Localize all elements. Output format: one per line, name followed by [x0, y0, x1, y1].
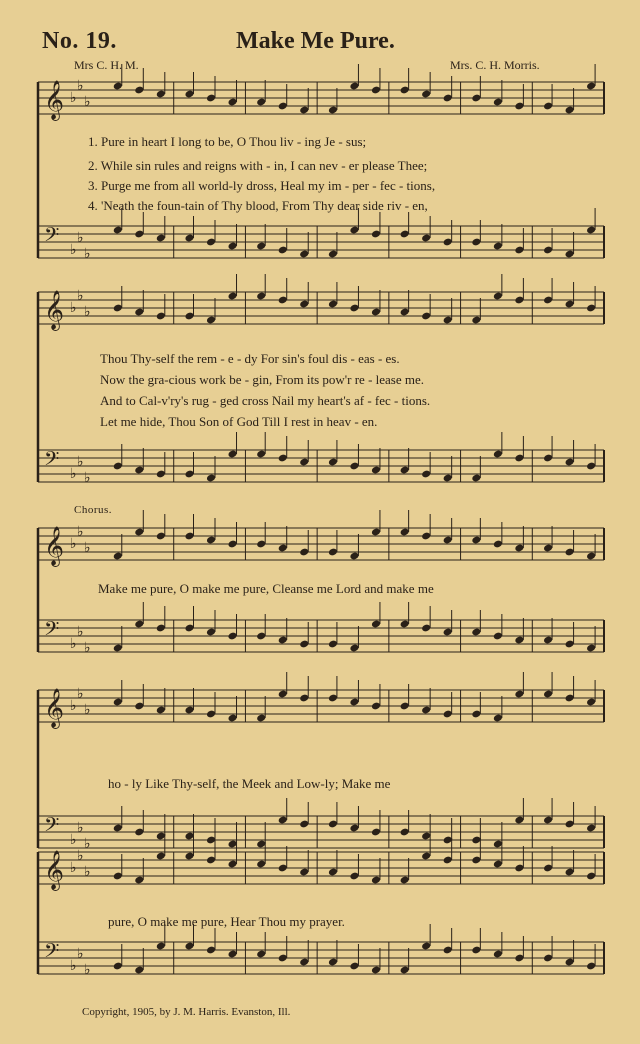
flat-icon: ♭: [77, 524, 84, 540]
flat-icon: ♭: [77, 848, 84, 864]
verse-3-line-2: And to Cal-v'ry's rug - ged cross Nail my heart's af - fec - tions.: [100, 393, 431, 408]
chorus-line-1: Make me pure, O make me pure, Cleanse me Lord and make me: [98, 581, 434, 596]
bass-clef-icon: 𝄢: [44, 939, 60, 968]
treble-clef-icon: 𝄞: [44, 525, 65, 566]
flat-icon: ♭: [84, 702, 91, 718]
treble-clef-icon: 𝄞: [44, 849, 65, 890]
bass-clef-icon: 𝄢: [44, 223, 60, 252]
chorus-line-2: ho - ly Like Thy-self, the Meek and Low-ly; Make me: [108, 776, 391, 791]
flat-icon: ♭: [70, 242, 77, 258]
treble-clef-icon: 𝄞: [44, 79, 65, 120]
flat-icon: ♭: [84, 640, 91, 656]
verse-4-line-2: Let me hide, Thou Son of God Till I rest in heav - en.: [100, 414, 378, 429]
flat-icon: ♭: [70, 958, 77, 974]
verse-1-line-1: 1. Pure in heart I long to be, O Thou liv - ing Je - sus;: [88, 134, 367, 149]
flat-icon: ♭: [84, 304, 91, 320]
flat-icon: ♭: [84, 836, 91, 852]
flat-icon: ♭: [70, 300, 77, 316]
flat-icon: ♭: [77, 946, 84, 962]
words-credit: Mrs C. H. M.: [74, 58, 139, 72]
treble-clef-icon: 𝄞: [44, 687, 65, 728]
verse-3-line-1: 3. Purge me from all world-ly dross, Heal my im - per - fec - tions,: [88, 178, 436, 193]
flat-icon: ♭: [84, 470, 91, 486]
flat-icon: ♭: [70, 466, 77, 482]
flat-icon: ♭: [70, 90, 77, 106]
flat-icon: ♭: [84, 246, 91, 262]
verse-1-line-2: Thou Thy-self the rem - e - dy For sin's foul dis - eas - es.: [100, 351, 400, 366]
bass-clef-icon: 𝄢: [44, 617, 60, 646]
bass-clef-icon: 𝄢: [44, 447, 60, 476]
flat-icon: ♭: [70, 860, 77, 876]
flat-icon: ♭: [77, 454, 84, 470]
flat-icon: ♭: [84, 962, 91, 978]
flat-icon: ♭: [84, 94, 91, 110]
hymn-number: No. 19.: [42, 28, 117, 54]
flat-icon: ♭: [70, 832, 77, 848]
flat-icon: ♭: [77, 78, 84, 94]
verse-2-line-1: 2. While sin rules and reigns with - in, I can nev - er please Thee;: [88, 158, 428, 173]
flat-icon: ♭: [70, 698, 77, 714]
hymn-title: Make Me Pure.: [236, 28, 395, 54]
flat-icon: ♭: [77, 624, 84, 640]
verse-2-line-2: Now the gra-cious work be - gin, From its pow'r re - lease me.: [100, 372, 425, 387]
chorus-line-3: pure, O make me pure, Hear Thou my prayer.: [108, 914, 345, 929]
flat-icon: ♭: [77, 288, 84, 304]
flat-icon: ♭: [70, 536, 77, 552]
music-credit: Mrs. C. H. Morris.: [450, 58, 540, 72]
flat-icon: ♭: [84, 864, 91, 880]
bass-clef-icon: 𝄢: [44, 813, 60, 842]
treble-clef-icon: 𝄞: [44, 289, 65, 330]
flat-icon: ♭: [77, 230, 84, 246]
flat-icon: ♭: [84, 540, 91, 556]
flat-icon: ♭: [70, 636, 77, 652]
copyright-footer: Copyright, 1905, by J. M. Harris. Evanston, Ill.: [82, 1006, 291, 1018]
chorus-label: Chorus.: [74, 504, 113, 516]
flat-icon: ♭: [77, 686, 84, 702]
verse-4-line-1: 4. 'Neath the foun-tain of Thy blood, From Thy dear side riv - en,: [88, 198, 428, 213]
flat-icon: ♭: [77, 820, 84, 836]
